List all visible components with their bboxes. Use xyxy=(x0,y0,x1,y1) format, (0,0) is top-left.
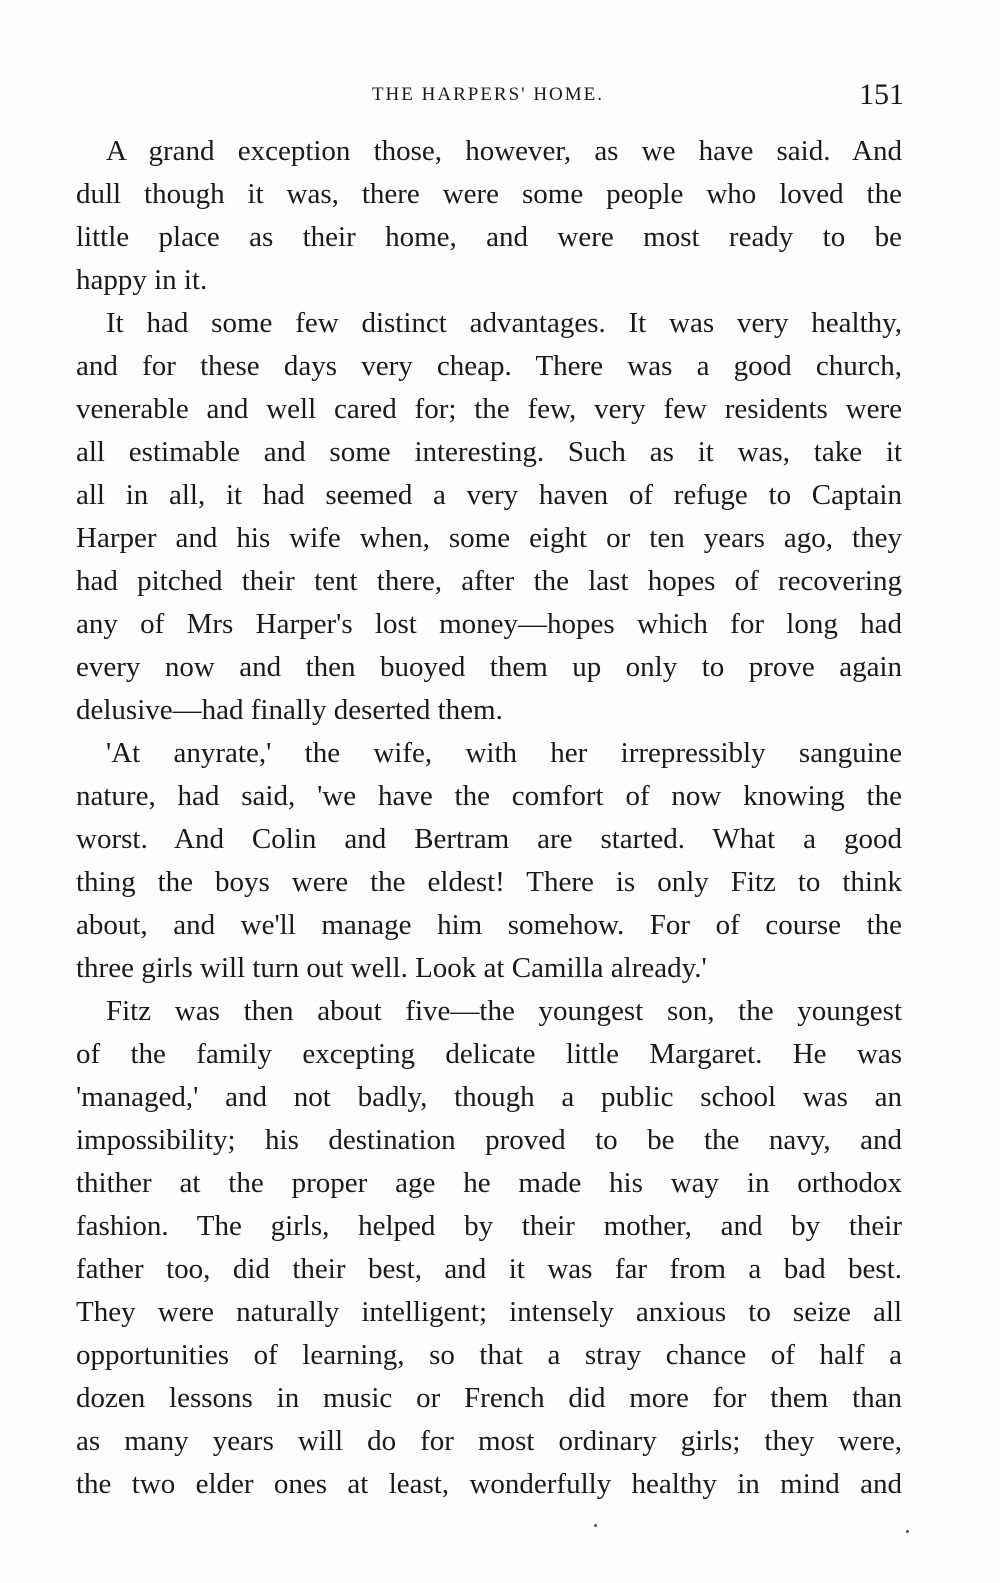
text-line: worst. And Colin and Bertram are started. What a good xyxy=(76,823,902,855)
text-line: thing the boys were the eldest! There is only Fitz to think xyxy=(76,866,902,898)
text-line: opportunities of learning, so that a stray chance of half a xyxy=(76,1339,902,1371)
paragraph-4 xyxy=(76,990,902,1506)
paragraph-3 xyxy=(76,732,902,990)
text-line: 'At anyrate,' the wife, with her irrepressibly sanguine xyxy=(106,737,902,769)
running-head xyxy=(72,78,904,112)
text-line: dull though it was, there were some people who loved the xyxy=(76,178,902,210)
text-line: Harper and his wife when, some eight or ten years ago, they xyxy=(76,522,902,554)
text-line: delusive—had finally deserted them. xyxy=(76,694,503,726)
text-line: Fitz was then about five—the youngest son, the youngest xyxy=(106,995,902,1027)
text-line: any of Mrs Harper's lost money—hopes which for long had xyxy=(76,608,902,640)
text-line: thither at the proper age he made his way in orthodox xyxy=(76,1167,902,1199)
text-line: all in all, it had seemed a very haven of refuge to Captain xyxy=(76,479,902,511)
print-speck xyxy=(906,1530,909,1533)
text-line: fashion. The girls, helped by their mother, and by their xyxy=(76,1210,902,1242)
text-line: 'managed,' and not badly, though a public school was an xyxy=(76,1081,902,1113)
text-line: It had some few distinct advantages. It was very healthy, xyxy=(106,307,902,339)
text-line: every now and then buoyed them up only to prove again xyxy=(76,651,902,683)
body-text xyxy=(76,130,902,1506)
text-line: dozen lessons in music or French did more for them than xyxy=(76,1382,902,1414)
text-line: all estimable and some interesting. Such as it was, take it xyxy=(76,436,902,468)
text-line: and for these days very cheap. There was a good church, xyxy=(76,350,902,382)
text-line: impossibility; his destination proved to be the navy, and xyxy=(76,1124,902,1156)
text-line: little place as their home, and were most ready to be xyxy=(76,221,902,253)
text-line: They were naturally intelligent; intensely anxious to seize all xyxy=(76,1296,902,1328)
text-line: happy in it. xyxy=(76,264,208,296)
text-line: A grand exception those, however, as we have said. And xyxy=(106,135,902,167)
text-line: of the family excepting delicate little Margaret. He was xyxy=(76,1038,902,1070)
text-line: as many years will do for most ordinary girls; they were, xyxy=(76,1425,902,1457)
running-title: THE HARPERS' HOME. xyxy=(371,84,605,105)
text-line: father too, did their best, and it was far from a bad best. xyxy=(76,1253,902,1285)
page-number: 151 xyxy=(859,78,904,111)
print-speck xyxy=(594,1524,597,1527)
paragraph-2 xyxy=(76,302,902,732)
text-line: had pitched their tent there, after the last hopes of recovering xyxy=(76,565,902,597)
text-line: about, and we'll manage him somehow. For of course the xyxy=(76,909,902,941)
text-line: venerable and well cared for; the few, very few residents were xyxy=(76,393,902,425)
text-line: the two elder ones at least, wonderfully healthy in mind and xyxy=(76,1468,902,1500)
text-line: three girls will turn out well. Look at Camilla already.' xyxy=(76,952,707,984)
text-line: nature, had said, 'we have the comfort of now knowing the xyxy=(76,780,902,812)
paragraph-1 xyxy=(76,130,902,302)
